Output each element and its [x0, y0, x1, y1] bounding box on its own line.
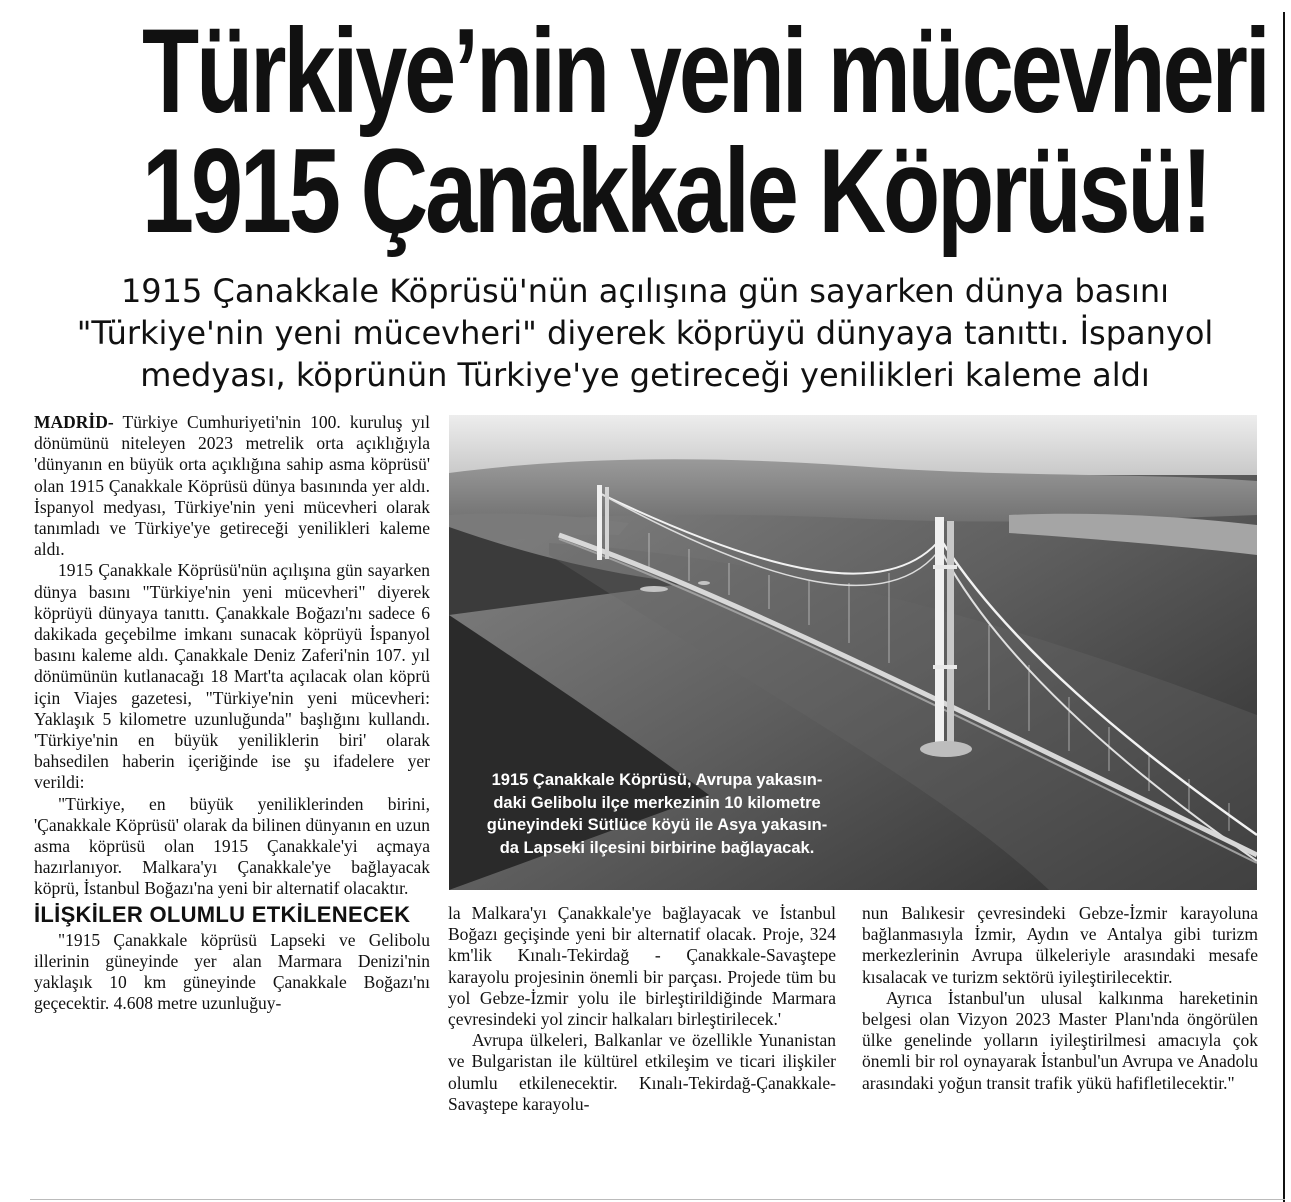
article-paragraph: 1915 Çanakkale Köprüsü'nün açılışına gün sayarken dünya basını "Türkiye'nin yeni mücevheri" diyerek köprüyü dünyaya tanıttı. Çanakkale Boğazı'nı sadece 6 dakikada geçebilme imkanı sunacak köprüyü İspanyol basını kaleme aldı. Çanakkale Deniz Zaferi'nin 107. yıl dönümünün kutlanacağı 18 Mart'ta açılacak olan köprü için Viajes gazetesi, "Türkiye'nin yeni mücevheri: Yaklaşık 5 kilometre uzunluğunda" başlığını kullandı. 'Türkiye'nin en büyük yeniliklerin biri' olarak bahsedilen haberin içeriğinde ise şu ifadelere yer verildi: [34, 560, 430, 793]
page-bottom-rule [30, 1199, 1285, 1200]
dateline: MADRİD- [34, 412, 114, 432]
section-subhead: İLİŞKİLER OLUMLU ETKİLENECEK [34, 901, 411, 927]
article-column-3 [862, 903, 1258, 1094]
column-rule-right [1283, 12, 1285, 1202]
deck-subheading [20, 270, 1270, 396]
headline-line-2: 1915 Çanakkale Köprüsü! [142, 124, 1210, 258]
article-paragraph: "1915 Çanakkale köprüsü Lapseki ve Gelibolu illerinin güneyinde yer alan Marmara Denizi'nin yaklaşık 10 km güneyinde Çanakkale Boğazı'nı geçecektir. 4.608 metre uzunluğuy- [34, 929, 430, 1014]
article-paragraph: Avrupa ülkeleri, Balkanlar ve özellikle Yunanistan ve Bulgaristan ile kültürel etkileşim ve ticari ilişkiler olumlu etkilenecektir. Kınalı-Tekirdağ-Çanakkale-Savaştepe karayolu- [448, 1030, 836, 1114]
article-column-1 [34, 412, 430, 1014]
headline-line-1: Türkiye’nin yeni mücevheri [142, 4, 1268, 138]
article-paragraph [34, 412, 430, 560]
deck-line-1: 1915 Çanakkale Köprüsü'nün açılışına gün sayarken dünya basını [120, 272, 1170, 310]
caption-line-4: da Lapseki ilçesini birbirine bağlayacak. [499, 838, 815, 857]
article-column-2 [448, 903, 836, 1115]
bridge-photo [449, 415, 1257, 890]
caption-line-1: 1915 Çanakkale Köprüsü, Avrupa yakasın- [491, 771, 823, 789]
caption-line-2: daki Gelibolu ilçe merkezinin 10 kilometre [493, 793, 821, 812]
paragraph-text: Türkiye Cumhuriyeti'nin 100. kuruluş yıl dönümünü niteleyen 2023 metrelik orta açıklığıyla 'dünyanın en büyük orta açıklığına sahip asma köprüsü' olan 1915 Çanakkale Köprüsü dünya basınında yer aldı. İspanyol medyası, Türkiye'nin yeni mücevheri olarak tanımladı ve Türkiye'ye getireceği yenilikleri kaleme aldı. [34, 412, 430, 560]
article-paragraph: "Türkiye, en büyük yeniliklerinden birini, 'Çanakkale Köprüsü' olarak da bilinen dünyanın en uzun asma köprüsü olan 1915 Çanakkale'yi açmaya hazırlanıyor. Malkara'yı Çanakkale'ye bağlayacak köprü, İstanbul Boğazı'na yeni bir alternatif olacaktır. [34, 793, 430, 899]
caption-line-3: güneyindeki Sütlüce köyü ile Asya yakasın- [486, 816, 828, 834]
photo-caption [477, 769, 837, 859]
article-paragraph: la Malkara'yı Çanakkale'ye bağlayacak ve İstanbul Boğazı geçişinde yeni bir alternatif olacak. Proje, 324 km'lik Kınalı-Tekirdağ - Çanakkale-Savaştepe karayolu projesinin önemli bir parçası. Projede tüm bu yol Gebze-İzmir yolu ile birleştirildiğinde Marmara çevresindeki yol zincir halkaları birleştirilecek.' [448, 903, 836, 1030]
deck-line-3: medyası, köprünün Türkiye'ye getireceği yenilikleri kaleme aldı [140, 356, 1150, 394]
deck-line-2: "Türkiye'nin yeni mücevheri" diyerek köprüyü dünyaya tanıttı. İspanyol [76, 314, 1214, 352]
article-paragraph: Ayrıca İstanbul'un ulusal kalkınma hareketinin belgesi olan Vizyon 2023 Master Planı'nda öngörülen ülke genelinde yolların iyileştirilmesi amacıyla çok önemli bir rol oynayarak İstanbul'un Avrupa ve Anadolu arasındaki yoğun transit trafik yükü hafifletilecektir." [862, 987, 1258, 1093]
article-paragraph: nun Balıkesir çevresindeki Gebze-İzmir karayoluna bağlanmasıyla İzmir, Aydın ve Antalya gibi turizm merkezlerinin Avrupa ülkeleriyle arasındaki mesafe kısalacak ve turizm sektörü iyileştirilecektir. [862, 903, 1258, 987]
